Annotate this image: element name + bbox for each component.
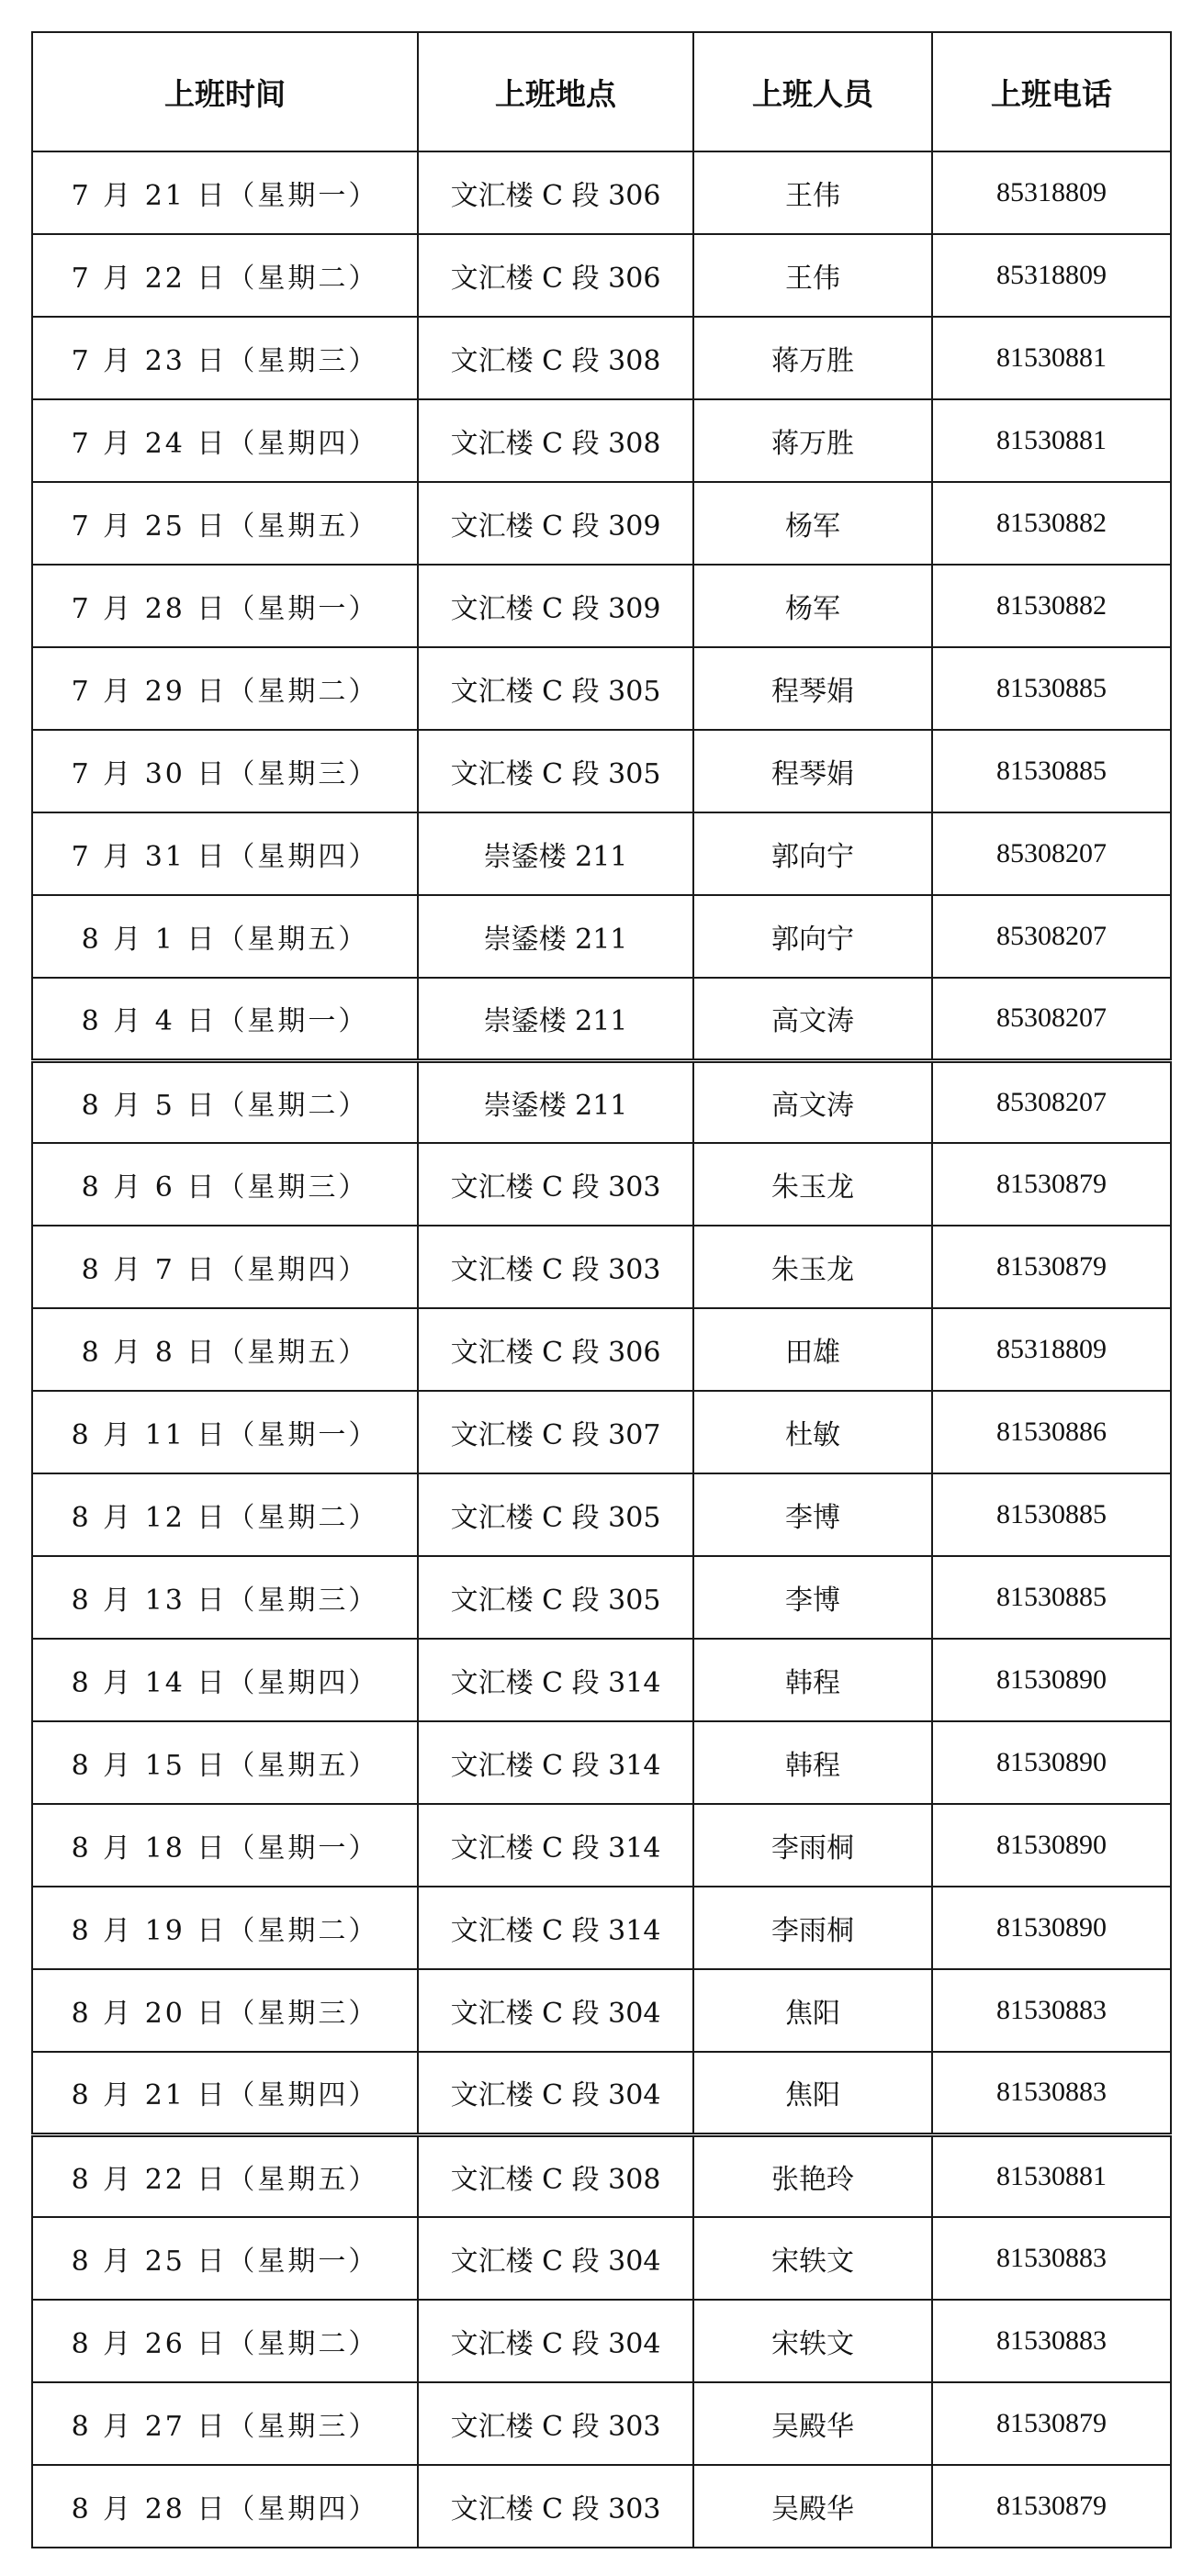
table-row — [32, 1308, 1171, 1391]
table-row — [32, 978, 1171, 1060]
cell-phone: 81530886 — [932, 1391, 1171, 1473]
cell-staff: 朱玉龙 — [693, 1143, 932, 1226]
cell-phone: 85308207 — [932, 895, 1171, 978]
cell-phone: 81530881 — [932, 317, 1171, 399]
cell-staff: 郭向宁 — [693, 895, 932, 978]
cell-location: 文汇楼 C 段 304 — [418, 2217, 693, 2300]
cell-location: 文汇楼 C 段 309 — [418, 565, 693, 647]
cell-phone: 81530883 — [932, 2052, 1171, 2134]
cell-staff: 王伟 — [693, 151, 932, 234]
cell-phone: 81530890 — [932, 1887, 1171, 1969]
cell-location: 文汇楼 C 段 304 — [418, 2300, 693, 2382]
table-row — [32, 2382, 1171, 2465]
cell-date: 8 月 11 日（星期一） — [32, 1391, 418, 1473]
table-row — [32, 2300, 1171, 2382]
cell-location: 文汇楼 C 段 306 — [418, 234, 693, 317]
cell-location: 文汇楼 C 段 303 — [418, 2382, 693, 2465]
cell-date: 8 月 14 日（星期四） — [32, 1639, 418, 1721]
cell-date: 8 月 19 日（星期二） — [32, 1887, 418, 1969]
cell-date: 7 月 30 日（星期三） — [32, 730, 418, 812]
table-row — [32, 2465, 1171, 2548]
table-body — [32, 151, 1171, 2548]
table-row — [32, 1060, 1171, 1143]
cell-phone: 81530890 — [932, 1639, 1171, 1721]
cell-staff: 韩程 — [693, 1721, 932, 1804]
cell-phone: 81530879 — [932, 2465, 1171, 2548]
table-row — [32, 2217, 1171, 2300]
cell-phone: 81530883 — [932, 2217, 1171, 2300]
cell-date: 8 月 26 日（星期二） — [32, 2300, 418, 2382]
table-row — [32, 1969, 1171, 2052]
cell-staff: 李博 — [693, 1556, 932, 1639]
cell-staff: 高文涛 — [693, 1060, 932, 1143]
cell-date: 8 月 8 日（星期五） — [32, 1308, 418, 1391]
cell-phone: 81530881 — [932, 399, 1171, 482]
cell-phone: 81530879 — [932, 1226, 1171, 1308]
cell-location: 文汇楼 C 段 309 — [418, 482, 693, 565]
cell-phone: 81530890 — [932, 1721, 1171, 1804]
cell-location: 文汇楼 C 段 303 — [418, 2465, 693, 2548]
cell-phone: 81530885 — [932, 730, 1171, 812]
cell-staff: 李雨桐 — [693, 1804, 932, 1887]
cell-location: 文汇楼 C 段 305 — [418, 1473, 693, 1556]
cell-phone: 85318809 — [932, 151, 1171, 234]
table-row — [32, 151, 1171, 234]
cell-phone: 81530885 — [932, 1556, 1171, 1639]
cell-location: 文汇楼 C 段 314 — [418, 1887, 693, 1969]
header-phone: 上班电话 — [932, 32, 1171, 151]
duty-schedule-table — [31, 31, 1172, 2548]
cell-date: 7 月 25 日（星期五） — [32, 482, 418, 565]
cell-staff: 蒋万胜 — [693, 399, 932, 482]
cell-phone: 81530882 — [932, 565, 1171, 647]
cell-phone: 85318809 — [932, 234, 1171, 317]
cell-location: 文汇楼 C 段 303 — [418, 1143, 693, 1226]
table-row — [32, 1721, 1171, 1804]
cell-location: 文汇楼 C 段 314 — [418, 1721, 693, 1804]
cell-date: 7 月 31 日（星期四） — [32, 812, 418, 895]
cell-phone: 85308207 — [932, 978, 1171, 1060]
table-row — [32, 1804, 1171, 1887]
cell-staff: 王伟 — [693, 234, 932, 317]
cell-date: 8 月 6 日（星期三） — [32, 1143, 418, 1226]
table-row — [32, 482, 1171, 565]
cell-location: 文汇楼 C 段 308 — [418, 2134, 693, 2217]
cell-phone: 85308207 — [932, 1060, 1171, 1143]
table-row — [32, 2134, 1171, 2217]
table-row — [32, 1391, 1171, 1473]
cell-staff: 杨军 — [693, 565, 932, 647]
header-staff: 上班人员 — [693, 32, 932, 151]
cell-phone: 81530885 — [932, 1473, 1171, 1556]
table-row — [32, 895, 1171, 978]
cell-location: 文汇楼 C 段 314 — [418, 1804, 693, 1887]
cell-staff: 吴殿华 — [693, 2382, 932, 2465]
cell-staff: 焦阳 — [693, 1969, 932, 2052]
cell-location: 文汇楼 C 段 305 — [418, 730, 693, 812]
cell-staff: 吴殿华 — [693, 2465, 932, 2548]
cell-date: 8 月 13 日（星期三） — [32, 1556, 418, 1639]
cell-staff: 高文涛 — [693, 978, 932, 1060]
cell-date: 7 月 22 日（星期二） — [32, 234, 418, 317]
cell-staff: 焦阳 — [693, 2052, 932, 2134]
table-row — [32, 1887, 1171, 1969]
cell-location: 文汇楼 C 段 307 — [418, 1391, 693, 1473]
table-row — [32, 234, 1171, 317]
cell-staff: 杨军 — [693, 482, 932, 565]
table-row — [32, 399, 1171, 482]
cell-staff: 宋轶文 — [693, 2217, 932, 2300]
header-location: 上班地点 — [418, 32, 693, 151]
cell-date: 7 月 24 日（星期四） — [32, 399, 418, 482]
cell-location: 文汇楼 C 段 304 — [418, 2052, 693, 2134]
cell-location: 崇鋈楼 211 — [418, 978, 693, 1060]
cell-date: 8 月 12 日（星期二） — [32, 1473, 418, 1556]
cell-phone: 81530879 — [932, 2382, 1171, 2465]
cell-staff: 程琴娟 — [693, 730, 932, 812]
cell-date: 8 月 21 日（星期四） — [32, 2052, 418, 2134]
table-header-row — [32, 32, 1171, 151]
cell-date: 8 月 7 日（星期四） — [32, 1226, 418, 1308]
cell-location: 崇鋈楼 211 — [418, 812, 693, 895]
table-row — [32, 1639, 1171, 1721]
table-row — [32, 565, 1171, 647]
table-row — [32, 1473, 1171, 1556]
cell-staff: 田雄 — [693, 1308, 932, 1391]
cell-location: 文汇楼 C 段 306 — [418, 1308, 693, 1391]
cell-staff: 程琴娟 — [693, 647, 932, 730]
cell-location: 文汇楼 C 段 303 — [418, 1226, 693, 1308]
cell-phone: 81530879 — [932, 1143, 1171, 1226]
cell-staff: 朱玉龙 — [693, 1226, 932, 1308]
cell-location: 文汇楼 C 段 314 — [418, 1639, 693, 1721]
cell-phone: 81530885 — [932, 647, 1171, 730]
table-row — [32, 1143, 1171, 1226]
cell-date: 8 月 28 日（星期四） — [32, 2465, 418, 2548]
cell-date: 7 月 21 日（星期一） — [32, 151, 418, 234]
cell-location: 崇鋈楼 211 — [418, 895, 693, 978]
cell-location: 文汇楼 C 段 305 — [418, 1556, 693, 1639]
cell-date: 7 月 23 日（星期三） — [32, 317, 418, 399]
table-row — [32, 812, 1171, 895]
cell-phone: 81530883 — [932, 1969, 1171, 2052]
cell-phone: 81530883 — [932, 2300, 1171, 2382]
cell-location: 文汇楼 C 段 306 — [418, 151, 693, 234]
cell-location: 文汇楼 C 段 308 — [418, 317, 693, 399]
cell-location: 文汇楼 C 段 308 — [418, 399, 693, 482]
cell-phone: 81530882 — [932, 482, 1171, 565]
table-row — [32, 2052, 1171, 2134]
table-row — [32, 1226, 1171, 1308]
cell-date: 8 月 5 日（星期二） — [32, 1060, 418, 1143]
cell-staff: 韩程 — [693, 1639, 932, 1721]
cell-staff: 杜敏 — [693, 1391, 932, 1473]
cell-phone: 81530881 — [932, 2134, 1171, 2217]
cell-phone: 85308207 — [932, 812, 1171, 895]
cell-location: 崇鋈楼 211 — [418, 1060, 693, 1143]
cell-staff: 宋轶文 — [693, 2300, 932, 2382]
cell-date: 8 月 18 日（星期一） — [32, 1804, 418, 1887]
table-row — [32, 1556, 1171, 1639]
cell-staff: 李博 — [693, 1473, 932, 1556]
cell-staff: 蒋万胜 — [693, 317, 932, 399]
cell-phone: 81530890 — [932, 1804, 1171, 1887]
cell-location: 文汇楼 C 段 304 — [418, 1969, 693, 2052]
cell-date: 7 月 29 日（星期二） — [32, 647, 418, 730]
table-row — [32, 647, 1171, 730]
table-row — [32, 730, 1171, 812]
cell-date: 8 月 1 日（星期五） — [32, 895, 418, 978]
cell-date: 8 月 22 日（星期五） — [32, 2134, 418, 2217]
cell-date: 7 月 28 日（星期一） — [32, 565, 418, 647]
header-date: 上班时间 — [32, 32, 418, 151]
cell-location: 文汇楼 C 段 305 — [418, 647, 693, 730]
cell-phone: 85318809 — [932, 1308, 1171, 1391]
cell-staff: 张艳玲 — [693, 2134, 932, 2217]
table-row — [32, 317, 1171, 399]
cell-staff: 郭向宁 — [693, 812, 932, 895]
cell-date: 8 月 20 日（星期三） — [32, 1969, 418, 2052]
schedule-table-container — [31, 31, 1172, 2548]
cell-date: 8 月 25 日（星期一） — [32, 2217, 418, 2300]
cell-staff: 李雨桐 — [693, 1887, 932, 1969]
cell-date: 8 月 27 日（星期三） — [32, 2382, 418, 2465]
cell-date: 8 月 15 日（星期五） — [32, 1721, 418, 1804]
cell-date: 8 月 4 日（星期一） — [32, 978, 418, 1060]
